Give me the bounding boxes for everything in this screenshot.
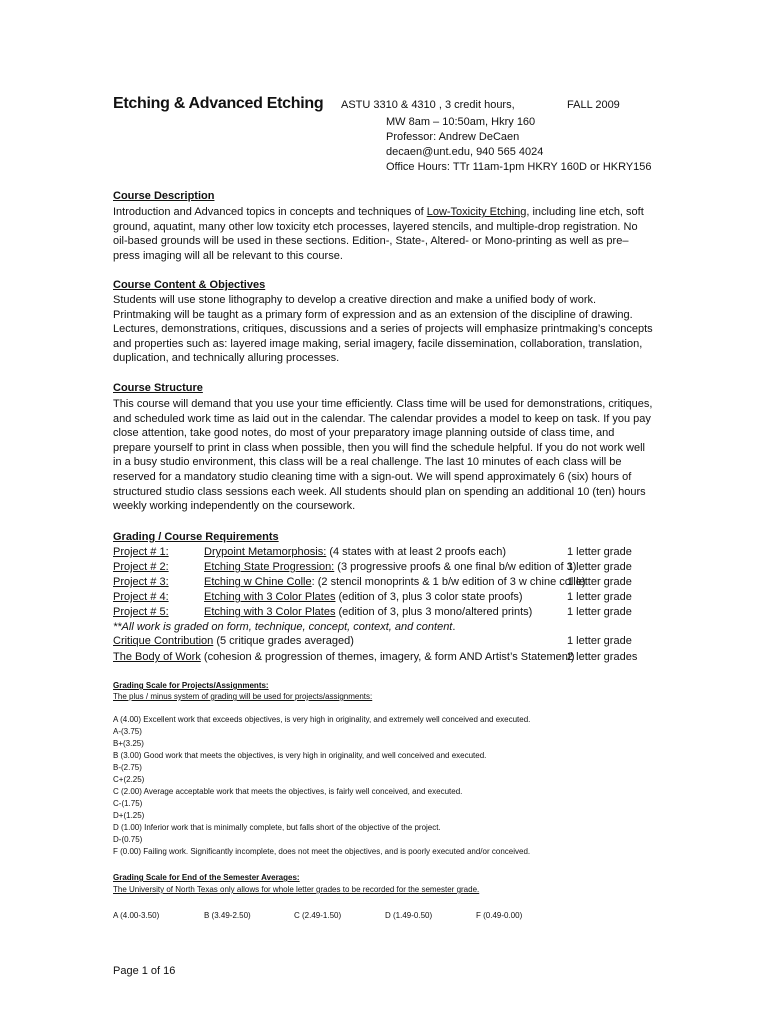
content-paragraph-2: Printmaking will be taught as a primary form of expression and as an extension of the discipline of drawing. Lectures, demonstrations, critiques, discussions and a series of projects will emphasize printmaking’s concepts and properties such as: layered image making, serial imagery, facile dissemination, collaboration, translation, duplication, and technically alluring processes. (113, 308, 653, 365)
scale-line: D (1.00) Inferior work that is minimally complete, but falls short of the objective of the project. (113, 823, 441, 832)
scale-line: C+(2.25) (113, 775, 145, 784)
project-label: Project # 1: (113, 546, 169, 558)
project-weight: 1 letter grade (567, 576, 632, 588)
project-detail: : (2 stencil monoprints & 1 b/w edition of 3 w chine colle) (311, 576, 586, 588)
project-row (113, 606, 643, 621)
project-detail: (edition of 3, plus 3 mono/altered prints) (335, 606, 533, 618)
course-title: Etching & Advanced Etching (113, 95, 324, 112)
critique-detail: (5 critique grades averaged) (213, 635, 354, 647)
project-title: Drypoint Metamorphosis: (204, 546, 327, 558)
professor-contact: decaen@unt.edu, 940 565 4024 (386, 146, 544, 158)
critique-weight: 1 letter grade (567, 635, 632, 647)
scale-line: A-(3.75) (113, 727, 142, 736)
course-number-line: ASTU 3310 & 4310 , 3 credit hours, (341, 99, 515, 111)
project-scale-subheading: The plus / minus system of grading will be used for projects/assignments: (113, 692, 373, 701)
scale-line: C (2.00) Average acceptable work that meets the objectives, is fairly well conceived, and executed. (113, 787, 463, 796)
scale-line: B (3.00) Good work that meets the objectives, is very high in originality, and well conceived and executed. (113, 751, 487, 760)
project-label: Project # 4: (113, 591, 169, 603)
project-weight: 1 letter grade (567, 546, 632, 558)
low-toxicity-etching-link: Low-Toxicity Etching (426, 206, 527, 218)
course-content-heading: Course Content & Objectives (113, 279, 266, 291)
grade-range: A (4.00-3.50) (113, 911, 160, 920)
meeting-time: MW 8am – 10:50am, Hkry 160 (386, 116, 536, 128)
grade-range: F (0.49-0.00) (476, 911, 523, 920)
grading-note-italic: **All work is graded on form, technique, concept, context, and content (113, 621, 453, 633)
term-label: FALL 2009 (567, 99, 620, 111)
semester-scale-heading: Grading Scale for End of the Semester Averages: (113, 873, 300, 882)
scale-line: F (0.00) Failing work. Significantly incomplete, does not meet the objectives, and is poorly executed and/or conceived. (113, 847, 531, 856)
description-text-start: Introduction and Advanced topics in concepts and techniques of (113, 206, 427, 218)
project-title: Etching State Progression: (204, 561, 335, 573)
grading-heading: Grading / Course Requirements (113, 531, 279, 543)
scale-line: D+(1.25) (113, 811, 145, 820)
grading-note (113, 621, 455, 633)
project-title: Etching with 3 Color Plates (204, 591, 336, 603)
body-of-work-weight: 2 letter grades (567, 651, 638, 663)
project-detail: (3 progressive proofs & one final b/w edition of 3) (334, 561, 577, 573)
body-of-work-row (113, 651, 643, 666)
critique-title: Critique Contribution (113, 635, 214, 647)
course-description-text (113, 205, 653, 263)
project-row (113, 561, 643, 576)
body-of-work-title: The Body of Work (113, 651, 201, 663)
course-structure-heading: Course Structure (113, 382, 203, 394)
semester-scale-subheading: The University of North Texas only allows for whole letter grades to be recorded for the semester grade. (113, 885, 480, 894)
project-title: Etching w Chine Colle (204, 576, 312, 588)
scale-line: B+(3.25) (113, 739, 144, 748)
course-content-text (113, 293, 653, 366)
project-row (113, 546, 643, 561)
project-weight: 1 letter grade (567, 561, 632, 573)
project-label: Project # 5: (113, 606, 169, 618)
scale-line: D-(0.75) (113, 835, 143, 844)
description-text-end: , including line etch, soft ground, aquatint, many other low toxicity etch processes, layered stencils, and multiple-drop registration. No oil-based grounds will be used in these sections. Edition-, State-, Altered- or Mono-printing as well as pre–press imaging will all be relevant to this course. (113, 206, 644, 262)
project-label: Project # 2: (113, 561, 169, 573)
professor-name: Professor: Andrew DeCaen (386, 131, 520, 143)
office-hours: Office Hours: TTr 11am-1pm HKRY 160D or HKRY156 (386, 161, 652, 173)
grading-note-end: . (452, 621, 456, 633)
project-weight: 1 letter grade (567, 606, 632, 618)
project-row (113, 591, 643, 606)
content-paragraph-1: Students will use stone lithography to develop a creative direction and make a unified body of work. (113, 294, 597, 306)
structure-paragraph: This course will demand that you use your time efficiently. Class time will be used for demonstrations, critiques, and scheduled work time as laid out in the calendar. The calendar provides a model to keep on task. If you pay close attention, take good notes, do most of your preparatory image planning outside of class time, and prepare yourself to print in class when possible, then you will find the schedule helpful. If you do not work well in a busy studio environment, this class will be a real challenge. The last 10 minutes of each class will be reserved for a mandatory studio cleaning time with a sign-out. We will spend approximately 6 (six) hours of structured studio class sessions each week. All students should plan on spending an additional 10 (ten) hours weekly working independently on the coursework. (113, 398, 653, 513)
course-description-heading: Course Description (113, 190, 215, 202)
body-of-work-detail: (cohesion & progression of themes, imagery, & form AND Artist’s Statement) (200, 651, 575, 663)
project-detail: (edition of 3, plus 3 color state proofs) (335, 591, 523, 603)
project-weight: 1 letter grade (567, 591, 632, 603)
project-scale-heading: Grading Scale for Projects/Assignments: (113, 681, 269, 690)
scale-line: C-(1.75) (113, 799, 143, 808)
project-title: Etching with 3 Color Plates (204, 606, 336, 618)
grade-range: D (1.49-0.50) (385, 911, 433, 920)
page-number: Page 1 of 16 (113, 965, 176, 977)
project-label: Project # 3: (113, 576, 169, 588)
grade-range: B (3.49-2.50) (204, 911, 251, 920)
scale-line: A (4.00) Excellent work that exceeds objectives, is very high in originality, and extremely well conceived and executed. (113, 715, 531, 724)
critique-row (113, 635, 643, 650)
course-structure-text (113, 397, 653, 514)
grade-range: C (2.49-1.50) (294, 911, 342, 920)
project-row (113, 576, 643, 591)
project-detail: (4 states with at least 2 proofs each) (326, 546, 507, 558)
scale-line: B-(2.75) (113, 763, 142, 772)
